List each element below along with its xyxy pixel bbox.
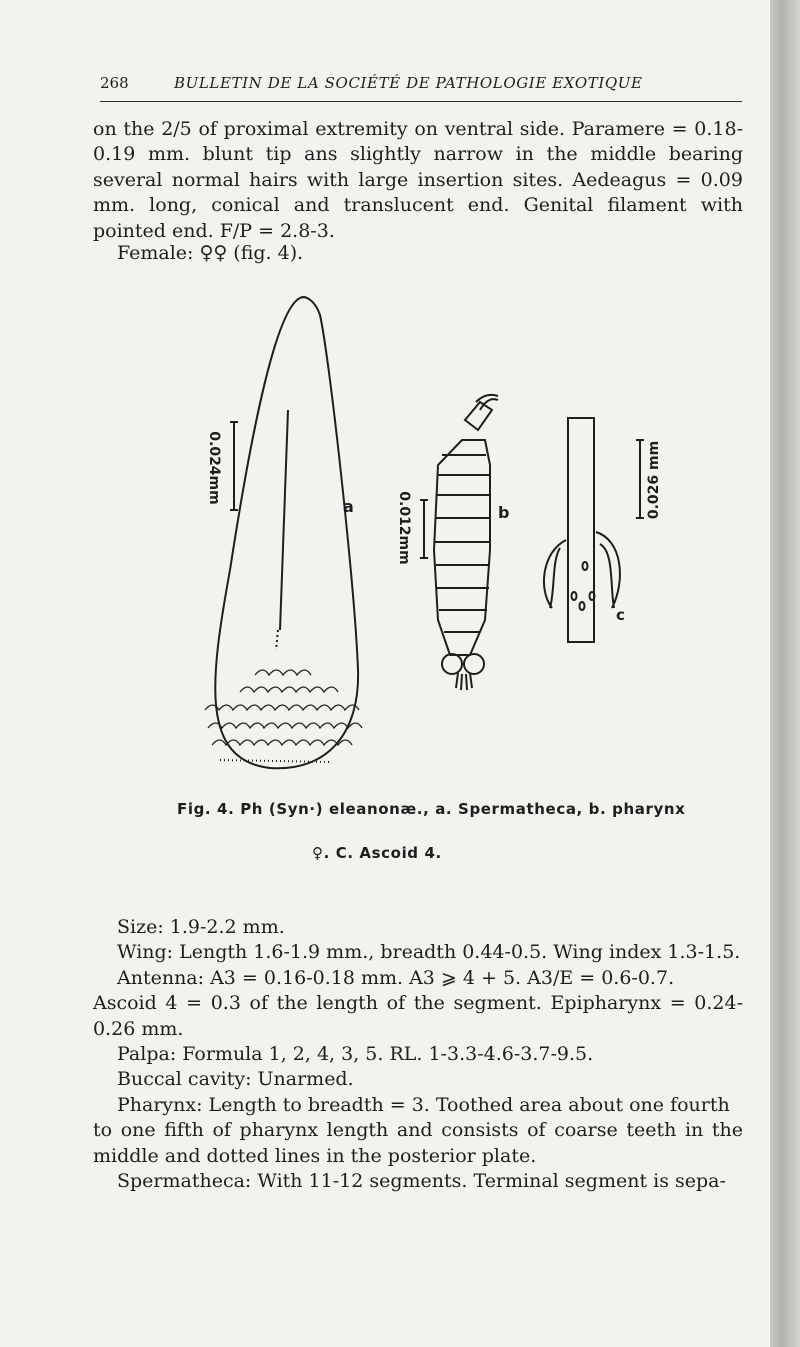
ascoid-line: Ascoid 4 = 0.3 of the length of the segment. Epipharynx = 0.24-0.26 mm. (93, 992, 743, 1040)
spermatheca-drawing (205, 297, 362, 768)
running-title: BULLETIN DE LA SOCIÉTÉ DE PATHOLOGIE EXOTIQUE (174, 74, 643, 92)
female-heading: Female: ♀♀ (fig. 4). (117, 242, 304, 264)
scale-bar-a (230, 422, 238, 510)
antenna-line: Antenna: A3 = 0.16-0.18 mm. A3 ⩾ 4 + 5. A3/E = 0.6-0.7. (117, 966, 675, 989)
pharynx-drawing (434, 395, 498, 690)
male-description-paragraph: on the 2/5 of proximal extremity on ventral side. Paramere = 0.18-0.19 mm. blunt tip ans slightly narrow in the middle bearing several normal hairs with large insertion sites. Aedeagus = 0.09 mm. long, conical and translucent end. Genital filament with pointed end. F/P = 2.8-3. (93, 118, 743, 242)
scale-label-b: 0.012mm (396, 491, 412, 565)
ascoid-drawing (544, 418, 620, 642)
female-description (93, 915, 743, 1194)
scale-label-c: 0.026 mm (646, 440, 662, 520)
page-edge-shadow (770, 0, 800, 1347)
palpa-line: Palpa: Formula 1, 2, 4, 3, 5. RL. 1-3.3-4.6-3.7-9.5. (117, 1043, 594, 1066)
running-header (100, 74, 742, 98)
wing-line: Wing: Length 1.6-1.9 mm., breadth 0.44-0.5. Wing index 1.3-1.5. (117, 941, 741, 964)
scale-label-a: 0.024mm (206, 431, 222, 505)
buccal-line: Buccal cavity: Unarmed. (117, 1068, 354, 1091)
scale-bar-c (636, 440, 644, 518)
spermatheca-line: Spermatheca: With 11-12 segments. Terminal segment is sepa- (117, 1170, 726, 1193)
size-line: Size: 1.9-2.2 mm. (117, 916, 285, 938)
pharynx-line: Pharynx: Length to breadth = 3. Toothed area about one fourth (117, 1093, 730, 1116)
pharynx-continued: to one fifth of pharynx length and consists of coarse teeth in the middle and dotted lines in the posterior plate. (93, 1119, 743, 1167)
figure-drawing (180, 290, 700, 790)
figure-4 (180, 290, 700, 790)
figure-caption-line-2: ♀. C. Ascoid 4. (312, 844, 442, 862)
figure-caption-line-1: Fig. 4. Ph (Syn·) eleanonæ., a. Spermatheca, b. pharynx (177, 800, 686, 818)
scale-bar-b (420, 500, 428, 558)
label-a: a (343, 497, 354, 516)
page-number: 268 (100, 74, 129, 92)
label-c: c (616, 606, 625, 624)
label-b: b (498, 503, 510, 522)
header-rule (100, 101, 742, 102)
